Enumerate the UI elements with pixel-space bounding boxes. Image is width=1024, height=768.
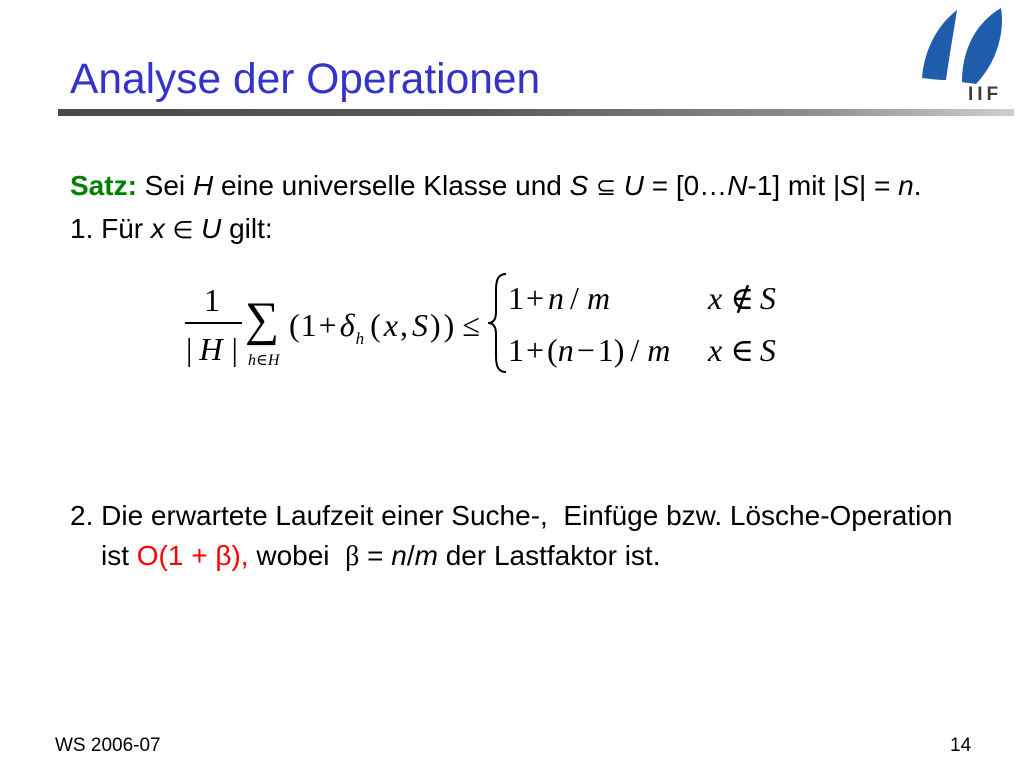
sub-var-h-family: H (267, 352, 280, 369)
plus: + (318, 307, 337, 343)
one: 1 (597, 332, 614, 368)
var-n: n (548, 280, 565, 316)
case-1-expression (508, 282, 610, 314)
fraction-numerator: 1 (204, 282, 220, 318)
var-x: x (150, 213, 165, 244)
var-h-family: H (199, 331, 223, 367)
case-2-condition (708, 334, 776, 366)
theorem-text: . (913, 170, 922, 201)
case-1-condition (708, 282, 776, 314)
theorem-text: Sei (136, 170, 193, 201)
item-2-text: wobei (248, 540, 346, 571)
subseteq-symbol: ⊆ (588, 173, 624, 201)
one: 1 (508, 332, 524, 368)
plus: + (526, 332, 545, 368)
plus: + (526, 280, 545, 316)
theorem-text: -1] mit | (747, 170, 841, 201)
beta-symbol: β (345, 541, 360, 572)
item-1-text: gilt: (221, 213, 273, 244)
logo-text: IIF (968, 84, 1003, 105)
summand (289, 309, 480, 355)
theorem-text: = [0… (643, 170, 728, 201)
var-n: n (898, 170, 914, 201)
paren-close: ) (429, 307, 441, 343)
var-n: n (557, 332, 574, 368)
sum-subscript (248, 353, 279, 369)
footer-semester: WS 2006-07 (55, 735, 161, 756)
comma: , (399, 307, 408, 343)
sum-symbol: ∑ (245, 293, 280, 346)
slash: / (570, 280, 579, 316)
var-x: x (383, 307, 398, 343)
item-2-text: der Lastfaktor ist. (437, 540, 661, 571)
page-number: 14 (950, 735, 972, 756)
var-m: m (586, 280, 611, 316)
abs-bar-left: | (186, 331, 193, 367)
element-of: ∈ (730, 332, 754, 368)
var-x: x (708, 280, 723, 316)
slash: / (406, 540, 415, 571)
element-of-symbol: ∈ (164, 216, 202, 244)
logo-left-shape (922, 10, 957, 80)
item-1-text: 1. Für (70, 213, 151, 244)
item-2-line-2 (101, 540, 660, 573)
var-u: U (623, 170, 644, 201)
delta: δ (339, 307, 355, 343)
var-n: n (391, 540, 407, 571)
theorem-statement (70, 170, 922, 202)
var-u: U (201, 213, 222, 244)
iif-logo (910, 0, 1020, 110)
theorem-label: Satz: (70, 170, 137, 201)
paren-close: ) (613, 332, 625, 368)
paren-open: ( (547, 332, 558, 368)
not-element-of: ∉ (730, 280, 754, 316)
sub-var-h: h (248, 352, 256, 369)
complexity-highlight: O(1 + β), (136, 540, 249, 571)
var-s: S (759, 280, 776, 316)
abs-bar-right: | (231, 331, 238, 367)
var-n-upper: N (727, 170, 748, 201)
fraction-bar (185, 322, 242, 324)
slash: / (630, 332, 640, 368)
var-s: S (759, 332, 776, 368)
delta-index: h (355, 329, 365, 348)
var-s: S (411, 307, 428, 343)
var-s: S (840, 170, 859, 201)
slide-title: Analyse der Operationen (70, 56, 541, 103)
relation-leq: ≤ (462, 307, 480, 343)
item-2-text: 2. Die erwartete Laufzeit einer Suche-, Einfüge bzw. Lösche-Operation (70, 500, 953, 531)
paren-close: ) (443, 307, 455, 343)
var-m: m (647, 332, 671, 368)
fraction-denominator (186, 333, 238, 365)
case-2-expression (508, 334, 670, 366)
one: 1 (508, 280, 524, 316)
cases-brace (486, 272, 508, 374)
item-2-line-1 (70, 500, 953, 532)
logo-right-shape (962, 8, 1002, 84)
minus: − (576, 332, 595, 368)
theorem-text: eine universelle Klasse und (213, 170, 570, 201)
paren-open: ( (289, 307, 300, 343)
sub-element-of: ∈ (256, 352, 268, 369)
var-s: S (569, 170, 589, 201)
item-2-text: = (359, 540, 392, 571)
paren-open: ( (370, 307, 381, 343)
var-m: m (414, 540, 438, 571)
var-h-family: H (192, 170, 214, 201)
title-divider (58, 109, 1014, 116)
item-1 (70, 213, 273, 245)
item-2-text: ist (101, 540, 137, 571)
theorem-text: | = (858, 170, 899, 201)
one: 1 (300, 307, 317, 343)
var-x: x (708, 332, 723, 368)
